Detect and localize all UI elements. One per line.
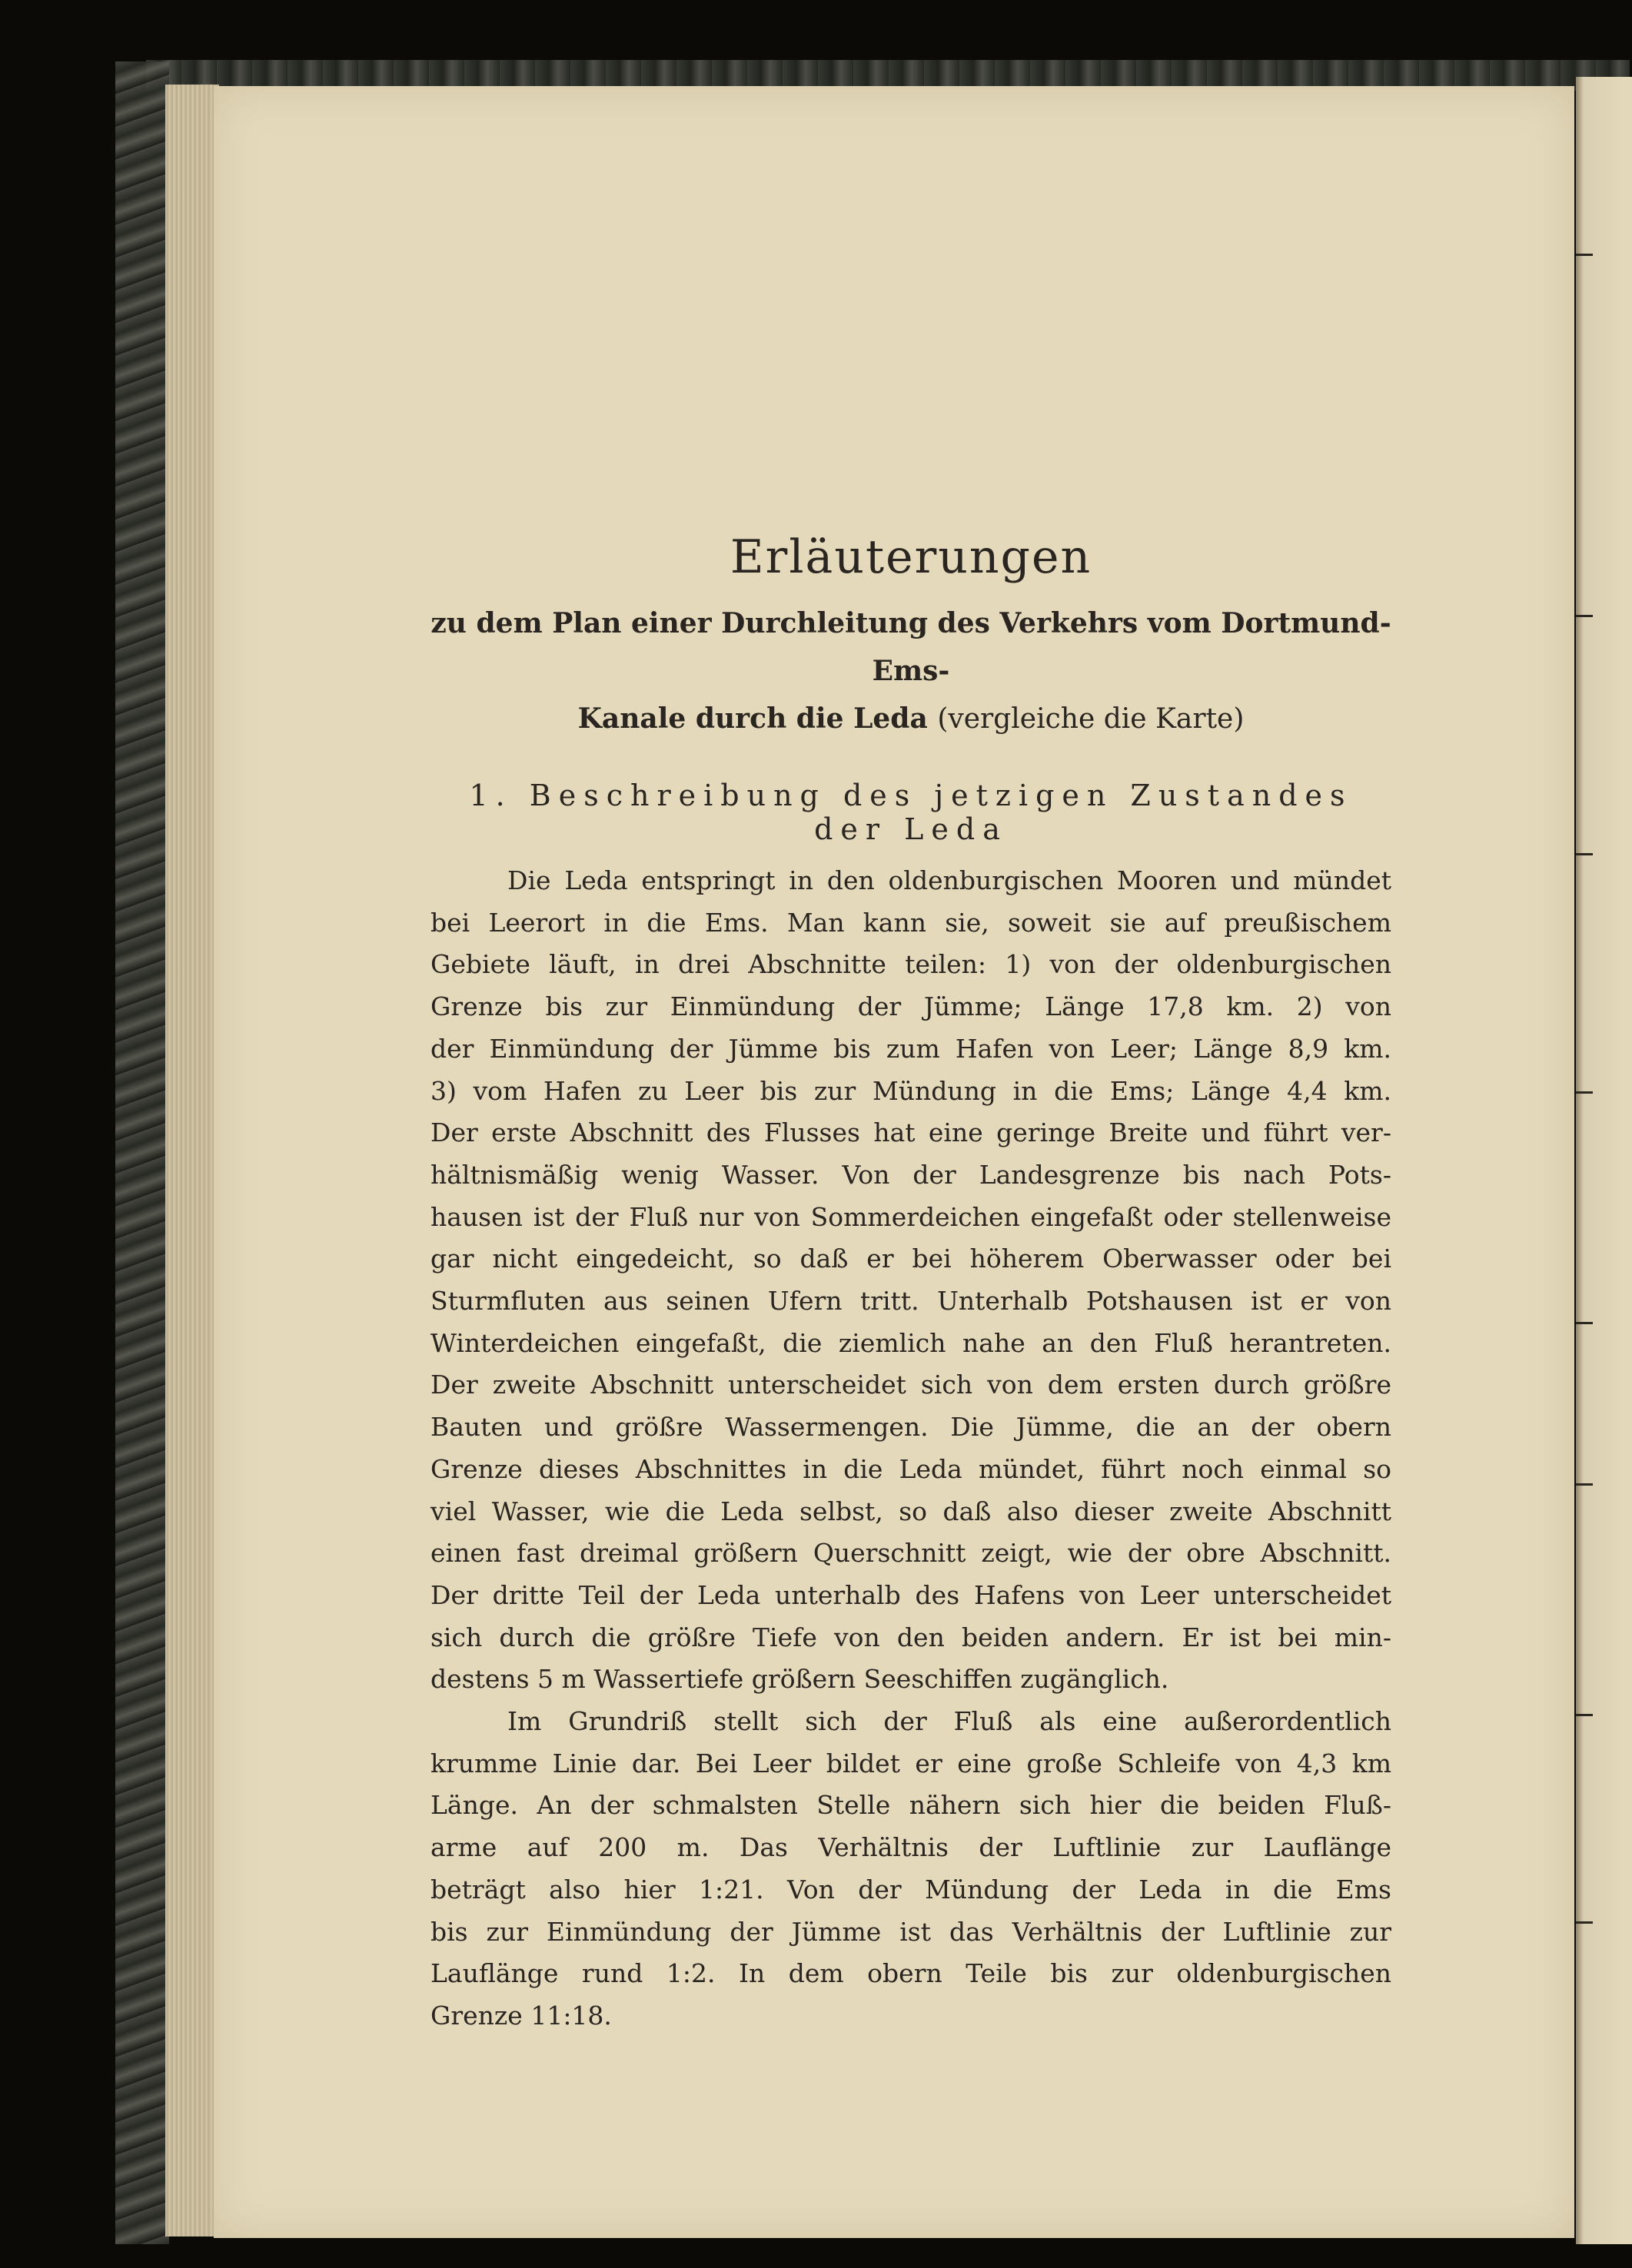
text-line: viel Wasser, wie die Leda selbst, so daß also dieser zweite Abschnitt (430, 1496, 1391, 1526)
text-line: Die Leda entspringt in den oldenburgischen Mooren und mündet (507, 865, 1391, 895)
text-line: Der zweite Abschnitt unterscheidet sich von dem ersten durch größre (430, 1370, 1391, 1400)
text-line: Bauten und größre Wassermengen. Die Jümme, die an der obern (430, 1412, 1391, 1443)
text-line: Länge. An der schmalsten Stelle nähern sich hier die beiden Fluß- (430, 1790, 1391, 1821)
text-line: hausen ist der Fluß nur von Sommerdeichen eingefaßt oder stellenweise (430, 1201, 1391, 1232)
page-stack-edge (165, 85, 219, 2236)
text-line: einen fast dreimal größern Querschnitt zeigt, wie der obre Abschnitt. (430, 1538, 1391, 1569)
section-heading: 1. Beschreibung des jetzigen Zustandes der Leda (469, 779, 1353, 846)
subtitle-line-2-bold: Kanale durch die Leda (577, 702, 928, 735)
text-line: gar nicht eingedeicht, so daß er bei höherem Oberwasser oder bei (430, 1244, 1391, 1274)
text-line: Grenze bis zur Einmündung der Jümme; Länge 17,8 km. 2) von (430, 991, 1391, 1022)
subtitle-line-2-normal: (vergleiche die Karte) (937, 703, 1245, 735)
text-line: der Einmündung der Jümme bis zum Hafen von Leer; Länge 8,9 km. (430, 1033, 1391, 1064)
text-line: arme auf 200 m. Das Verhältnis der Luftlinie zur Lauflänge (430, 1832, 1391, 1863)
text-line: hältnismäßig wenig Wasser. Von der Landesgrenze bis nach Pots- (430, 1159, 1391, 1190)
book-cover-marbled-edge (115, 61, 169, 2244)
page-content (430, 530, 1391, 2037)
facing-page-edge (1576, 77, 1632, 2244)
text-line: Winterdeichen eingefaßt, die ziemlich nahe an den Fluß herantreten. (430, 1327, 1391, 1358)
text-line: 3) vom Hafen zu Leer bis zur Mündung in die Ems; Länge 4,4 km. (430, 1075, 1391, 1106)
text-line: Der erste Abschnitt des Flusses hat eine geringe Breite und führt ver- (430, 1117, 1391, 1148)
subtitle-line-1: zu dem Plan einer Durchleitung des Verkehrs vom Dortmund-Ems- (430, 607, 1391, 687)
paragraph-1 (430, 860, 1391, 1701)
text-line: Im Grundriß stellt sich der Fluß als eine außerordentlich (507, 1706, 1391, 1737)
text-line: Gebiete läuft, in drei Abschnitte teilen: 1) von der oldenburgischen (430, 949, 1391, 980)
text-line: beträgt also hier 1:21. Von der Mündung der Leda in die Ems (430, 1874, 1391, 1904)
text-line: bis zur Einmündung der Jümme ist das Verhältnis der Luftlinie zur (430, 1916, 1391, 1947)
text-line: Grenze 11:18. (430, 2000, 612, 2031)
paragraph-2 (430, 1701, 1391, 2037)
page-title: Erläuterungen (730, 530, 1092, 584)
text-line: krumme Linie dar. Bei Leer bildet er eine große Schleife von 4,3 km (430, 1748, 1391, 1778)
text-line: Sturmfluten aus seinen Ufern tritt. Unterhalb Potshausen ist er von (430, 1286, 1391, 1317)
text-line: Grenze dieses Abschnittes in die Leda mündet, führt noch einmal so (430, 1453, 1391, 1484)
text-line: Der dritte Teil der Leda unterhalb des Hafens von Leer unterscheidet (430, 1579, 1391, 1610)
text-line: Lauflänge rund 1:2. In dem obern Teile bis zur oldenburgischen (430, 1958, 1391, 1989)
text-line: sich durch die größre Tiefe von den beiden andern. Er ist bei min- (430, 1622, 1391, 1652)
subtitle (430, 599, 1391, 743)
text-line: bei Leerort in die Ems. Man kann sie, soweit sie auf preußischem (430, 907, 1391, 938)
text-line: destens 5 m Wassertiefe größern Seeschiffen zugänglich. (430, 1664, 1169, 1695)
